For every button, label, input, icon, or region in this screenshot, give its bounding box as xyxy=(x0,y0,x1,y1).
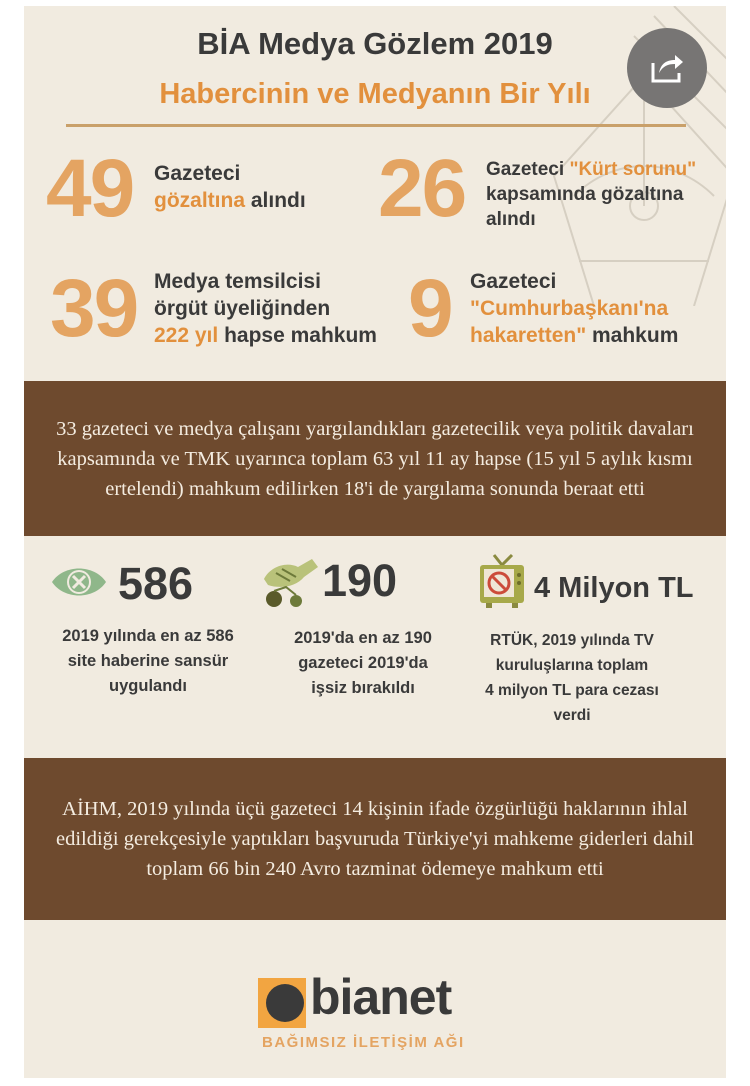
stat-text-kurdish-issue xyxy=(486,157,696,232)
censored-sites-caption xyxy=(38,624,258,699)
stat-line xyxy=(154,322,377,349)
eye-crossed-icon xyxy=(50,562,108,602)
rtuk-fine-caption xyxy=(472,628,672,728)
page-title: BİA Medya Gözlem 2019 xyxy=(197,26,553,61)
unemployed-journalists-number: 190 xyxy=(322,555,398,606)
share-button[interactable] xyxy=(627,28,707,108)
stat-highlight: 222 yıl xyxy=(154,324,219,347)
stat-text: alındı xyxy=(245,189,306,212)
echr-summary-band xyxy=(24,758,726,920)
caption-line: gazeteci 2019'da xyxy=(298,654,428,672)
unemployed-journalists-caption xyxy=(258,626,468,701)
stat-number-detained: 49 xyxy=(46,143,134,234)
bianet-logo-mark xyxy=(258,978,306,1028)
trials-summary-text: 33 gazeteci ve medya çalışanı yargılandıkları gazetecilik veya politik davaları kapsamında ve TMK uyarınca toplam 63 yıl 11 ay hapse (15 yıl 5 aylık kısmı ertelendi) mahkum edilirken 18'i de yargılama sonunda beraat etti xyxy=(56,417,694,500)
tv-banned-icon xyxy=(478,553,526,609)
caption-line: 2019 yılında en az 586 xyxy=(62,627,234,645)
stat-number-sentenced: 39 xyxy=(50,263,138,354)
stat-text: mahkum xyxy=(586,324,679,347)
censored-sites-number: 586 xyxy=(118,558,194,609)
rtuk-fine-number: 4 Milyon TL xyxy=(534,572,694,604)
stat-line: örgüt üyeliğinden xyxy=(154,297,331,320)
title-divider xyxy=(66,124,686,127)
caption-line: uygulandı xyxy=(109,677,187,695)
stat-highlight: hakaretten" xyxy=(470,324,587,347)
page-subtitle: Habercinin ve Medyanın Bir Yılı xyxy=(159,78,591,110)
stat-line: kapsamında gözaltına xyxy=(486,184,684,205)
stat-line xyxy=(470,322,678,349)
stat-number-kurdish-issue: 26 xyxy=(378,143,466,234)
stat-text-sentenced xyxy=(154,268,377,349)
logo-wordmark: bianet xyxy=(310,969,452,1025)
stat-line: Gazeteci xyxy=(470,270,557,293)
stat-text-insult xyxy=(470,268,678,349)
caption-line: RTÜK, 2019 yılında TV xyxy=(490,632,654,649)
trials-summary-band xyxy=(24,381,726,536)
stat-text: Gazeteci xyxy=(486,159,570,180)
logo-tagline: BAĞIMSIZ İLETİŞİM AĞI xyxy=(262,1034,465,1051)
caption-line: işsiz bırakıldı xyxy=(311,679,415,697)
chained-hands-icon xyxy=(256,553,322,609)
stat-text: hapse mahkum xyxy=(218,324,377,347)
caption-line: kuruluşlarına toplam xyxy=(495,657,649,674)
stat-highlight: gözaltına xyxy=(154,189,246,212)
stat-line xyxy=(486,157,696,182)
stat-line: Medya temsilcisi xyxy=(154,270,321,293)
stat-line: alındı xyxy=(486,209,536,230)
stat-line xyxy=(154,187,306,214)
stat-highlight: "Kürt sorunu" xyxy=(569,159,697,180)
caption-line: 2019'da en az 190 xyxy=(294,629,432,647)
bianet-logo xyxy=(258,969,508,1052)
stat-text-detained xyxy=(154,160,306,214)
caption-line: verdi xyxy=(553,707,591,724)
stat-number-insult: 9 xyxy=(408,263,452,354)
stat-line: "Cumhurbaşkanı'na xyxy=(470,297,669,320)
stat-line: Gazeteci xyxy=(154,162,241,185)
caption-line: 4 milyon TL para cezası xyxy=(485,682,659,699)
echr-summary-text: AİHM, 2019 yılında üçü gazeteci 14 kişinin ifade özgürlüğü haklarının ihlal edildiği gerekçesiyle yaptıkları başvuruda Türkiye'yi mahkeme giderleri dahil toplam 66 bin 240 Avro tazminat ödemeye mahkum etti xyxy=(55,798,695,880)
caption-line: site haberine sansür xyxy=(67,652,229,670)
share-icon xyxy=(649,51,685,85)
